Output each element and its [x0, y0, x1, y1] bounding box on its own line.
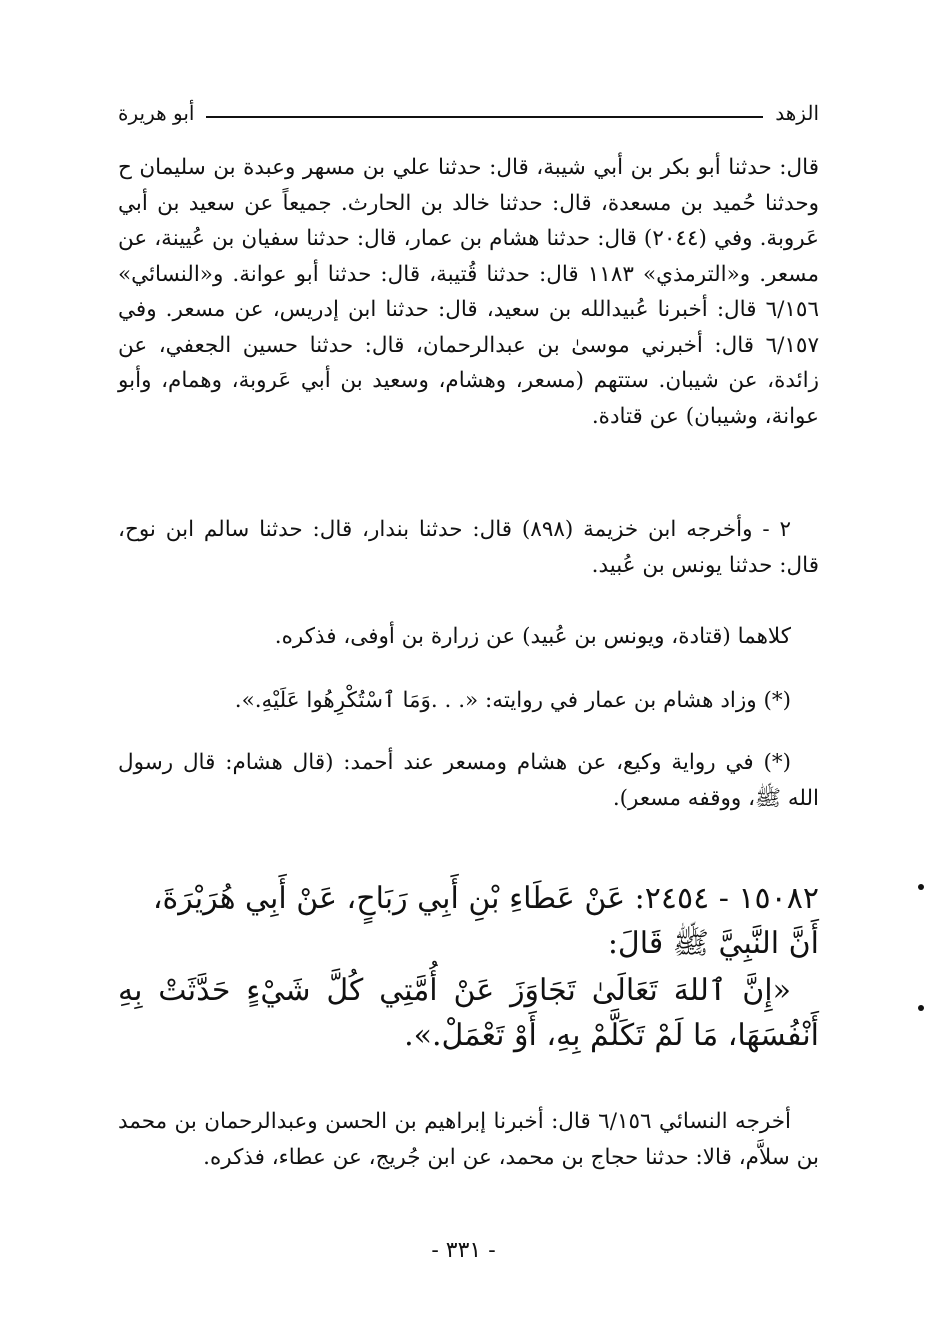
footnote-hisham	[118, 683, 819, 719]
hadith-matn	[118, 968, 819, 1058]
hadith-number-chain: ١٥٠٨٢ - ٢٤٥٤: عَنْ عَطَاءِ بْنِ أَبِي رَبَاحٍ، عَنْ أَبِي هُرَيْرَةَ،	[152, 881, 819, 916]
takhrij-text: أخرجه النسائي ٦/١٥٦ قال: أخبرنا إبراهيم بن الحسن وعبدالرحمان بن محمد بن سلاَّم، قالا: حدثنا حجاج بن محمد، عن ابن جُريج، عن عطاء، فذكره.	[118, 1109, 819, 1170]
header-chapter-title: أبو هريرة	[118, 101, 195, 125]
running-header	[118, 98, 819, 128]
footnote-waki	[118, 745, 819, 816]
takhrij-paragraph	[118, 1104, 819, 1175]
hadith-heading	[118, 876, 819, 966]
footnote-hisham-text: (*) وزاد هشام بن عمار في روايته: «. . .وَمَا ٱسْتُكْرِهُوا عَلَيْهِ.».	[234, 688, 791, 713]
references-paragraph	[118, 150, 819, 434]
page-number: - ٣٣١ -	[431, 1238, 496, 1263]
references-text: قال: حدثنا أبو بكر بن أبي شيبة، قال: حدثنا علي بن مسهر وعبدة بن سليمان ح وحدثنا حُميد بن مسعدة، قال: حدثنا خالد بن الحارث. جميعاً عن سعيد بن أبي عَروبة. وفي (٢٠٤٤) قال: حدثنا هشام بن عمار، قال: حدثنا سفيان بن عُيينة، عن مسعر. و«الترمذي» ١١٨٣ قال: حدثنا قُتيبة، قال: حدثنا أبو عوانة. و«النسائي» ٦/١٥٦ قال: أخبرنا عُبيدالله بن سعيد، قال: حدثنا ابن إدريس، عن مسعر. وفي ٦/١٥٧ قال: أخبرني موسىٰ بن عبدالرحمان، قال: حدثنا حسين الجعفي، عن زائدة، عن شيبان. ستتهم (مسعر، وهشام، وسعيد بن أبي عَروبة، وهمام، وأبو عوانة، وشيبان) عن قتادة.	[118, 155, 820, 429]
header-book-title: الزهد	[775, 101, 819, 125]
margin-marker	[918, 1005, 924, 1011]
footnote-waki-text: (*) في رواية وكيع، عن هشام ومسعر عند أحمد: (قال هشام: قال رسول الله ﷺ، ووقفه مسعر).	[118, 750, 819, 811]
both-narrators-paragraph	[118, 619, 819, 655]
second-route-paragraph	[118, 512, 819, 583]
hadith-text: «إِنَّ ٱللهَ تَعَالَىٰ تَجَاوَزَ عَنْ أُمَّتِي كُلَّ شَيْءٍ حَدَّثَتْ بِهِ أَنْفُسَهَا، مَا لَمْ تَكَلَّمْ بِهِ، أَوْ تَعْمَلْ.».	[118, 973, 819, 1053]
header-rule	[206, 116, 763, 118]
second-route-text: ٢ - وأخرجه ابن خزيمة (٨٩٨) قال: حدثنا بندار، قال: حدثنا سالم ابن نوح، قال: حدثنا يونس بن عُبيد.	[118, 517, 819, 578]
hadith-prophet-said: أَنَّ النَّبِيَّ ﷺ قَالَ:	[607, 926, 819, 961]
margin-marker	[918, 884, 924, 890]
both-narrators-text: كلاهما (قتادة، ويونس بن عُبيد) عن زرارة بن أوفى، فذكره.	[274, 624, 791, 649]
